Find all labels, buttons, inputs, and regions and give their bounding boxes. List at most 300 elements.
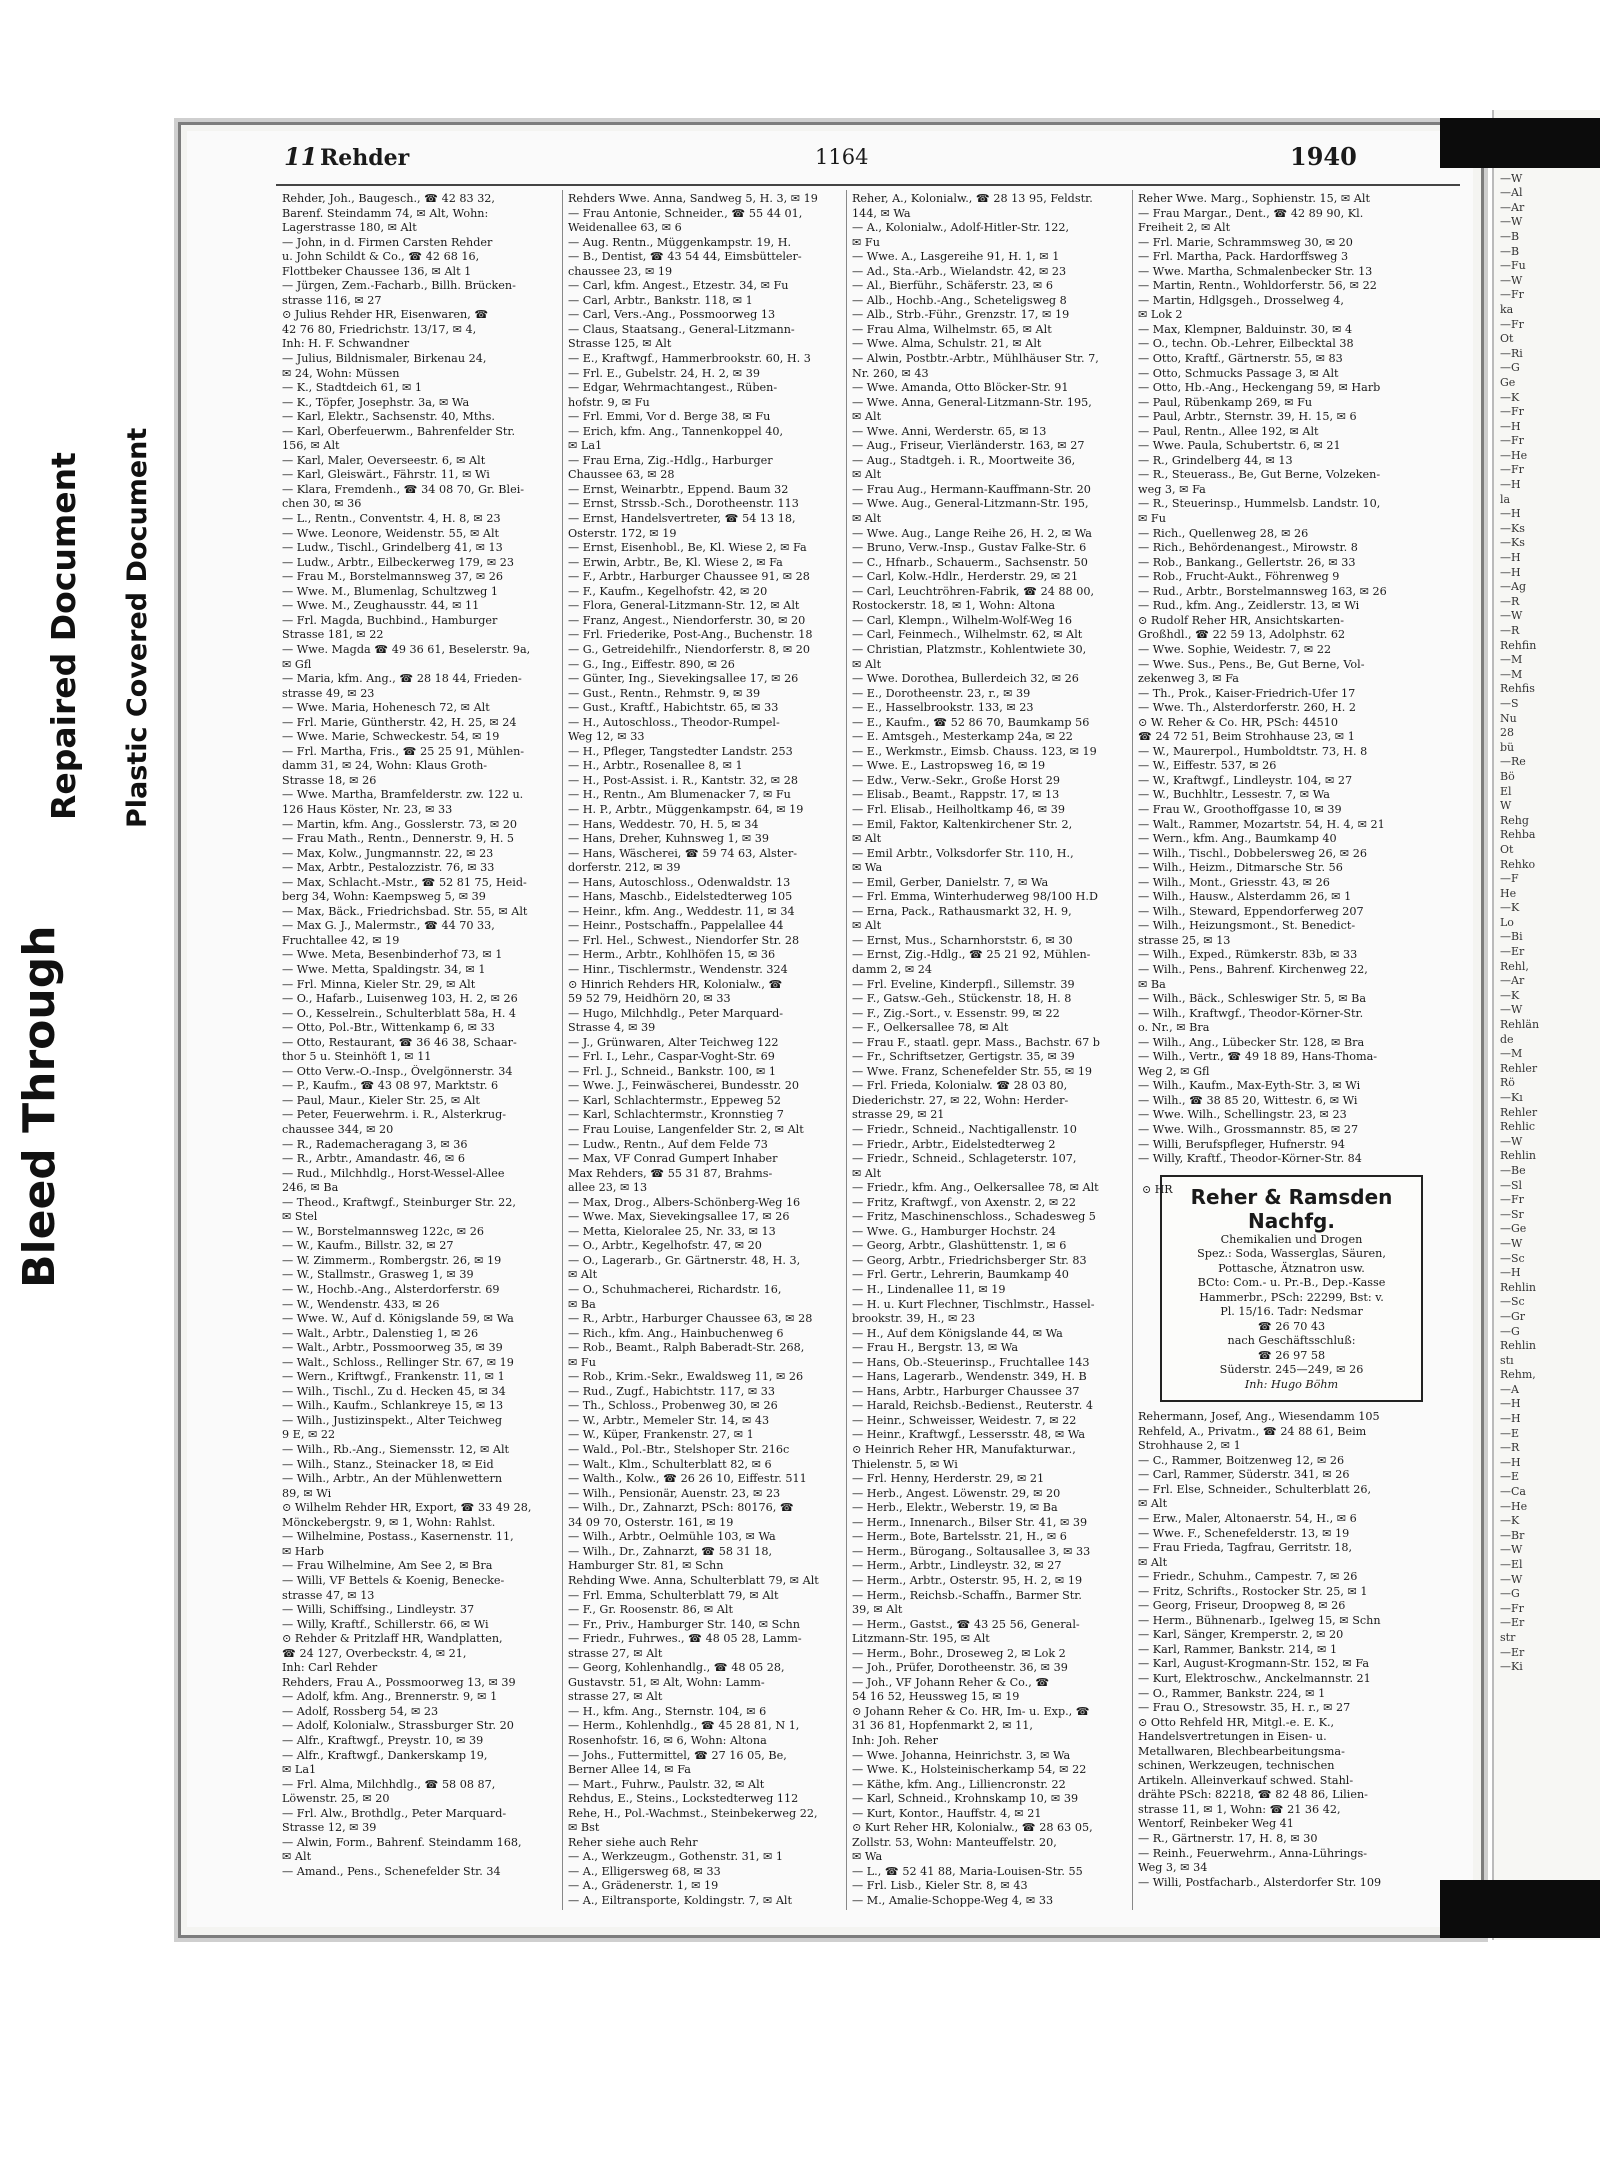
facing-page-line: —E	[1500, 1470, 1520, 1484]
directory-entry: ⊙ Wilhelm Rehder HR, Export, ☎ 33 49 28,	[282, 1501, 532, 1515]
directory-entry: — Ernst, Zig.-Hdlg., ☎ 25 21 92, Mühlen-	[852, 948, 1091, 962]
directory-entry: — R., Gärtnerstr. 17, H. 8, ✉ 30	[1138, 1832, 1318, 1845]
directory-entry: — Wilh., Heizm., Ditmarsche Str. 56	[1138, 861, 1343, 875]
facing-page-line: —Er	[1500, 945, 1525, 959]
directory-entry: — Gust., Rentn., Rehmstr. 9, ✉ 39	[568, 686, 761, 700]
directory-column-3	[852, 192, 1143, 1909]
facing-page-line: —Sl	[1500, 1178, 1523, 1192]
directory-entry: — W. Zimmerm., Rombergstr. 26, ✉ 19	[282, 1253, 502, 1267]
directory-entry: Reher Wwe. Marg., Sophienstr. 15, ✉ Alt	[1138, 192, 1370, 205]
directory-entry: zekenweg 3, ✉ Fa	[1138, 672, 1239, 686]
directory-entry: — Walt., Schloss., Rellinger Str. 67, ✉ 19	[282, 1355, 514, 1369]
directory-entry: ⊙ Hinrich Rehders HR, Kolonialw., ☎	[568, 977, 783, 991]
directory-entry: — Wwe. K., Holsteinischerkamp 54, ✉ 22	[852, 1763, 1087, 1777]
directory-entry: Reher siehe auch Rehr	[568, 1835, 698, 1849]
directory-entry: — Wilh., Tischl., Zu d. Hecken 45, ✉ 34	[282, 1384, 506, 1398]
directory-entry: — Herm., Bürogang., Soltausallee 3, ✉ 33	[852, 1544, 1091, 1558]
directory-entry: ⊙ Johann Reher & Co. HR, Im- u. Exp., ☎	[852, 1704, 1090, 1718]
directory-entry: — Adolf, Kolonialw., Strassburger Str. 20	[282, 1719, 514, 1733]
directory-entry: drähte PSch: 82218, ☎ 82 48 86, Lilien-	[1138, 1788, 1368, 1802]
directory-entry: — Frau Erna, Zig.-Hdlg., Harburger	[568, 453, 773, 467]
directory-entry: — Wwe. W., Auf d. Königslande 59, ✉ Wa	[282, 1312, 514, 1326]
directory-entry: — Joh., Prüfer, Dorotheenstr. 36, ✉ 39	[852, 1661, 1068, 1675]
directory-entry: — Martin, Rentn., Wohldorferstr. 56, ✉ 22	[1138, 279, 1377, 293]
directory-entry: — Rud., Arbtr., Borstelmannsweg 163, ✉ 26	[1138, 584, 1387, 598]
directory-entry: Hamburger Str. 81, ✉ Schn	[568, 1559, 724, 1573]
directory-entry: — Mart., Fuhrw., Paulstr. 32, ✉ Alt	[568, 1777, 765, 1791]
directory-entry: ☎ 24 72 51, Beim Strohhause 23, ✉ 1	[1138, 730, 1355, 744]
facing-page-line: —Fr	[1500, 288, 1524, 302]
directory-entry: Weg 12, ✉ 33	[568, 730, 645, 744]
directory-entry: Rehder, Joh., Baugesch., ☎ 42 83 32,	[282, 192, 495, 205]
directory-entry: — Aug., Friseur, Vierländerstr. 163, ✉ 27	[852, 439, 1085, 453]
directory-entry: ✉ Alt	[1138, 1555, 1168, 1569]
directory-entry: — Heinr., Postschaffn., Pappelallee 44	[568, 919, 784, 933]
facing-page-line: Rehko	[1500, 857, 1536, 871]
directory-entry: — G., Getreidehilfr., Niendorferstr. 8, ✉ 20	[568, 642, 811, 656]
directory-entry: — Frl. Martha, Fris., ☎ 25 25 91, Mühlen-	[282, 744, 525, 758]
ad-line: ☎ 26 70 43	[1257, 1319, 1326, 1333]
directory-entry: — Wilh., Tischl., Dobbelersweg 26, ✉ 26	[1138, 846, 1367, 860]
facing-page-line: —Ca	[1500, 1485, 1526, 1499]
directory-entry: — Edgar, Wehrmachtangest., Rüben-	[568, 381, 778, 395]
directory-entry: — Friedr., Schneid., Schlageterstr. 107,	[852, 1152, 1077, 1166]
directory-entry: — Wilh., Kaufm., Schlankreye 15, ✉ 13	[282, 1399, 504, 1413]
plastic-covered-label: Plastic Covered Document	[122, 427, 153, 828]
facing-page-line: —W	[1500, 171, 1523, 185]
directory-entry: ⊙ Otto Rehfeld HR, Mitgl.-e. E. K.,	[1138, 1715, 1335, 1729]
directory-entry: — Frl. Martha, Pack. Hardorffsweg 3	[1138, 250, 1349, 264]
directory-entry: u. John Schildt & Co., ☎ 42 68 16,	[282, 250, 480, 264]
directory-entry: Strohhause 2, ✉ 1	[1138, 1439, 1241, 1453]
facing-page-line: —Ks	[1500, 521, 1525, 535]
directory-entry: Rehders, Frau A., Possmoorweg 13, ✉ 39	[282, 1675, 516, 1689]
directory-entry: — Wilh., ☎ 38 85 20, Wittestr. 6, ✉ Wi	[1138, 1093, 1358, 1107]
directory-entry: — Georg, Arbtr., Friedrichsberger Str. 83	[852, 1253, 1087, 1267]
directory-entry: — Frl. Else, Schneider., Schulterblatt 26,	[1138, 1482, 1372, 1496]
binding-shadow-bottom	[1440, 1880, 1600, 1938]
facing-page-line: —Re	[1500, 755, 1526, 769]
facing-page-line: —He	[1500, 448, 1528, 462]
directory-entry: — L., Rentn., Conventstr. 4, H. 8, ✉ 23	[282, 512, 501, 526]
directory-entry: — Ernst, Eisenhobl., Be, Kl. Wiese 2, ✉ Fa	[568, 541, 807, 555]
directory-entry: — Frau M., Borstelmannsweg 37, ✉ 26	[282, 570, 504, 584]
directory-entry: — Carl, Klempn., Wilhelm-Wolf-Weg 16	[852, 613, 1072, 627]
directory-entry: — Frl. Emma, Winterhuderweg 98/100 H.D	[852, 890, 1098, 904]
facing-page-line: —Sr	[1500, 1207, 1524, 1221]
directory-entry: — Frau Louise, Langenfelder Str. 2, ✉ Alt	[568, 1123, 804, 1136]
directory-entry: — R., Steuerinsp., Hummelsb. Landstr. 10,	[1138, 497, 1381, 511]
facing-page-line: —Be	[1500, 1163, 1526, 1177]
directory-entry: — Aug. Rentn., Müggenkampstr. 19, H.	[568, 235, 792, 249]
ad-line: BCto: Com.- u. Pr.-B., Dep.-Kasse	[1197, 1276, 1386, 1290]
directory-entry: — Karl, Oberfeuerwm., Bahrenfelder Str.	[282, 424, 516, 438]
directory-entry: — Wwe. Johanna, Heinrichstr. 3, ✉ Wa	[852, 1748, 1071, 1762]
directory-entry: — Wilh., Arbtr., An der Mühlenwettern	[282, 1472, 503, 1486]
directory-entry: — Emil Arbtr., Volksdorfer Str. 110, H.,	[852, 846, 1074, 860]
directory-entry: — C., Hfnarb., Schauerm., Sachsenstr. 50	[852, 555, 1088, 569]
directory-entry: Fruchtallee 42, ✉ 19	[282, 933, 400, 947]
directory-entry: — Frl. I., Lehr., Caspar-Voght-Str. 69	[568, 1050, 775, 1064]
directory-entry: — F., Arbtr., Harburger Chaussee 91, ✉ 28	[568, 570, 810, 584]
directory-entry: — Georg, Kohlenhandlg., ☎ 48 05 28,	[568, 1661, 785, 1675]
directory-entry: Großhdl., ☎ 22 59 13, Adolphstr. 62	[1138, 628, 1346, 642]
directory-entry: — E., Dorotheenstr. 23, r., ✉ 39	[852, 686, 1031, 700]
directory-entry: damm 31, ✉ 24, Wohn: Klaus Groth-	[282, 759, 488, 773]
facing-page-line: —H	[1500, 551, 1521, 565]
directory-entry: — Frl. Emma, Schulterblatt 79, ✉ Alt	[568, 1588, 779, 1602]
directory-entry: — Wwe. Metta, Spaldingstr. 34, ✉ 1	[282, 962, 486, 976]
directory-entry: — W., Kraftwgf., Lindleystr. 104, ✉ 27	[1138, 773, 1353, 787]
directory-entry: — F., Zig.-Sort., v. Essenstr. 99, ✉ 22	[852, 1006, 1060, 1020]
directory-entry: Nr. 260, ✉ 43	[852, 366, 929, 380]
directory-entry: — Johs., Futtermittel, ☎ 27 16 05, Be,	[568, 1748, 787, 1762]
directory-entry: — Wilh., Steward, Eppendorferweg 207	[1138, 904, 1364, 918]
facing-page-line: Rehler	[1500, 1061, 1538, 1075]
directory-entry: ✉ Fu	[1138, 512, 1166, 526]
directory-entry: — A., Elligersweg 68, ✉ 33	[568, 1864, 721, 1878]
facing-page-line: —Fr	[1500, 463, 1524, 477]
directory-entry: — A., Eiltransporte, Koldingstr. 7, ✉ Alt	[568, 1893, 793, 1907]
facing-page-line: W	[1500, 799, 1512, 813]
directory-entry: — Wwe. Anna, General-Litzmann-Str. 195,	[852, 395, 1092, 409]
directory-entry: — Wwe. F., Schenefelderstr. 13, ✉ 19	[1138, 1526, 1350, 1540]
directory-entry: — John, in d. Firmen Carsten Rehder	[282, 235, 493, 249]
facing-page-edge	[1492, 110, 1600, 1940]
directory-entry: — Frl. J., Schneid., Bankstr. 100, ✉ 1	[568, 1064, 777, 1078]
ad-line: Süderstr. 245—249, ✉ 26	[1219, 1363, 1364, 1377]
facing-page-line: Rö	[1500, 1076, 1515, 1090]
directory-entry: — Rob., Bankang., Gellertstr. 26, ✉ 33	[1138, 555, 1356, 569]
facing-page-line: —M	[1500, 653, 1523, 667]
directory-entry: ✉ Ba	[1138, 977, 1166, 991]
directory-entry: ✉ 24, Wohn: Müssen	[282, 366, 400, 380]
facing-page-line: —W	[1500, 1003, 1523, 1017]
facing-page-line: Rehler	[1500, 1105, 1538, 1119]
directory-entry: Strasse 125, ✉ Alt	[568, 337, 672, 351]
directory-entry: ✉ Bst	[568, 1821, 600, 1835]
directory-entry: — Karl, Schlachtermstr., Kronnstieg 7	[568, 1108, 784, 1122]
directory-entry: — Wilh., Vertr., ☎ 49 18 89, Hans-Thoma-	[1138, 1050, 1378, 1064]
directory-entry: — R., Rademacheragang 3, ✉ 36	[282, 1137, 468, 1151]
directory-entry: strasse 49, ✉ 23	[282, 686, 375, 700]
directory-entry: — Wilh., Rb.-Ang., Siemensstr. 12, ✉ Alt	[282, 1443, 510, 1457]
directory-entry: ✉ Fu	[568, 1355, 596, 1369]
directory-entry: — Frl. Frieda, Kolonialw. ☎ 28 03 80,	[852, 1079, 1068, 1093]
facing-page-line: —G	[1500, 1324, 1520, 1338]
directory-entry: — W., Arbtr., Memeler Str. 14, ✉ 43	[568, 1413, 770, 1427]
running-head-name: Rehder	[320, 145, 410, 171]
directory-entry: — Karl, Maler, Oeverseestr. 6, ✉ Alt	[282, 453, 486, 467]
directory-entry: — Th., Prok., Kaiser-Friedrich-Ufer 17	[1138, 686, 1356, 700]
directory-entry: — Fr., Schriftsetzer, Gertigstr. 35, ✉ 39	[852, 1050, 1075, 1064]
directory-entry: — Rud., kfm. Ang., Zeidlerstr. 13, ✉ Wi	[1138, 599, 1360, 613]
directory-entry: — Frau Antonie, Schneider., ☎ 55 44 01,	[568, 206, 803, 220]
directory-entry: — Emil, Faktor, Kaltenkirchener Str. 2,	[852, 817, 1073, 831]
directory-entry: 39, ✉ Alt	[852, 1603, 903, 1617]
directory-entry: — Wwe. Franz, Schenefelder Str. 55, ✉ 19	[852, 1064, 1093, 1078]
directory-entry: — Otto, Hb.-Ang., Heckengang 59, ✉ Harb	[1138, 381, 1381, 395]
facing-page-line: —K	[1500, 1514, 1520, 1528]
facing-page-line: —Al	[1500, 186, 1523, 200]
facing-page-line: —Fr	[1500, 1601, 1524, 1615]
directory-entry: — Georg, Arbtr., Glashüttenstr. 1, ✉ 6	[852, 1239, 1067, 1253]
directory-entry: — Alb., Strb.-Führ., Grenzstr. 17, ✉ 19	[852, 308, 1070, 322]
directory-entry: Rosenhofstr. 16, ✉ 6, Wohn: Altona	[568, 1733, 767, 1747]
directory-entry: — Hans, Autoschloss., Odenwaldstr. 13	[568, 875, 791, 889]
directory-entry: — Frl. Emmi, Vor d. Berge 38, ✉ Fu	[568, 410, 771, 424]
directory-entry: — H. u. Kurt Flechner, Tischlmstr., Hassel-	[852, 1297, 1095, 1311]
directory-entry: — Friedr., Arbtr., Eidelstedterweg 2	[852, 1137, 1056, 1151]
directory-entry: ☎ 24 127, Overbeckstr. 4, ✉ 21,	[282, 1646, 467, 1660]
directory-entry: ✉ Ba	[568, 1297, 596, 1311]
directory-entry: — Käthe, kfm. Ang., Lilliencronstr. 22	[852, 1777, 1066, 1791]
directory-entry: Artikeln. Alleinverkauf schwed. Stahl-	[1138, 1773, 1354, 1787]
directory-entry: 144, ✉ Wa	[852, 206, 911, 220]
directory-entry: Rehding Wwe. Anna, Schulterblatt 79, ✉ Alt	[568, 1573, 819, 1587]
directory-entry: — Kurt, Kontor., Hauffstr. 4, ✉ 21	[852, 1806, 1042, 1820]
facing-page-line: stı	[1500, 1353, 1514, 1367]
directory-column-1	[282, 192, 573, 1879]
directory-entry: — Friedr., kfm. Ang., Oelkersallee 78, ✉ Alt	[852, 1181, 1099, 1195]
directory-entry: — W., Kaufm., Billstr. 32, ✉ 27	[282, 1239, 454, 1253]
column-4-entries-before-ad	[1138, 192, 1429, 1167]
directory-entry: — Herm., Gastst., ☎ 43 25 56, General-	[852, 1617, 1080, 1631]
directory-entry: — Alfr., Kraftwgf., Preystr. 10, ✉ 39	[282, 1733, 484, 1747]
directory-entry: strasse 27, ✉ Alt	[568, 1646, 663, 1660]
directory-entry: — Herm., Bote, Bartelsstr. 21, H., ✉ 6	[852, 1530, 1067, 1544]
directory-entry: — Fritz, Maschinenschloss., Schadesweg 5	[852, 1210, 1096, 1224]
facing-page-line: Ot	[1500, 332, 1514, 346]
directory-entry: — Joh., VF Johann Reher & Co., ☎	[852, 1675, 1050, 1689]
directory-entry: ✉ Alt	[1138, 1497, 1168, 1511]
directory-entry: — H., Auf dem Königslande 44, ✉ Wa	[852, 1326, 1063, 1340]
facing-page-line: He	[1500, 886, 1517, 900]
directory-entry: 9 E, ✉ 22	[282, 1428, 336, 1442]
ad-body	[1168, 1233, 1415, 1378]
directory-entry: — F., Kaufm., Kegelhofstr. 42, ✉ 20	[568, 584, 768, 598]
directory-entry: weg 3, ✉ Fa	[1138, 482, 1206, 496]
facing-page-line: Rehlin	[1500, 1280, 1536, 1294]
directory-entry: — Wwe. Aug., Lange Reihe 26, H. 2, ✉ Wa	[852, 526, 1092, 540]
directory-entry: — Wilh., Justizinspekt., Alter Teichweg	[282, 1413, 503, 1427]
directory-entry: — Frau Aug., Hermann-Kauffmann-Str. 20	[852, 482, 1091, 496]
directory-entry: damm 2, ✉ 24	[852, 962, 933, 976]
directory-entry: Rehders Wwe. Anna, Sandweg 5, H. 3, ✉ 19	[568, 192, 818, 205]
directory-entry: — Al., Bierführ., Schäferstr. 23, ✉ 6	[852, 279, 1053, 293]
directory-entry: — Edw., Verw.-Sekr., Große Horst 29	[852, 773, 1060, 787]
directory-entry: Diederichstr. 27, ✉ 22, Wohn: Herder-	[852, 1093, 1069, 1107]
directory-entry: — Wwe. Leonore, Weidenstr. 55, ✉ Alt	[282, 526, 500, 540]
directory-entry: — Wilh., Arbtr., Oelmühle 103, ✉ Wa	[568, 1530, 776, 1544]
directory-entry: — Max, Drog., Albers-Schönberg-Weg 16	[568, 1195, 801, 1209]
directory-entry: — Heinr., Kraftwgf., Lessersstr. 48, ✉ Wa	[852, 1428, 1086, 1442]
directory-entry: — Otto, Kraftf., Gärtnerstr. 55, ✉ 83	[1138, 352, 1343, 366]
directory-entry: chaussee 23, ✉ 19	[568, 264, 673, 278]
directory-entry: — K., Stadtdeich 61, ✉ 1	[282, 381, 423, 395]
directory-entry: — C., Rammer, Boitzenweg 12, ✉ 26	[1138, 1453, 1345, 1467]
directory-entry: — Wwe. Amanda, Otto Blöcker-Str. 91	[852, 381, 1069, 395]
directory-entry: — Wilh., Kaufm., Max-Eyth-Str. 3, ✉ Wi	[1138, 1079, 1361, 1093]
facing-page-line: Rehm,	[1500, 1368, 1536, 1382]
directory-entry: 89, ✉ Wi	[282, 1486, 332, 1500]
facing-page-line: Bö	[1500, 769, 1515, 783]
directory-entry: — Wilh., Exped., Rümkerstr. 83b, ✉ 33	[1138, 948, 1358, 962]
directory-entry: Weidenallee 63, ✉ 6	[568, 221, 682, 235]
ad-line: nach Geschäftsschluß:	[1227, 1334, 1356, 1348]
directory-entry: — Georg, Friseur, Droopweg 8, ✉ 26	[1138, 1599, 1346, 1613]
facing-page-line: —Fr	[1500, 1193, 1524, 1207]
directory-entry: — Reinh., Feuerwehrm., Anna-Lührings-	[1138, 1846, 1368, 1860]
directory-entry: ✉ Fu	[852, 235, 880, 249]
directory-entry: thor 5 u. Steinhöft 1, ✉ 11	[282, 1050, 432, 1064]
directory-entry: hofstr. 9, ✉ Fu	[568, 395, 650, 409]
directory-entry: — W., Buchhltr., Lessestr. 7, ✉ Wa	[1138, 788, 1330, 802]
directory-entry: — Martin, kfm. Ang., Gosslerstr. 73, ✉ 20	[282, 817, 518, 831]
directory-entry: strasse 25, ✉ 13	[1138, 933, 1231, 947]
directory-entry: — Walt., Rammer, Mozartstr. 54, H. 4, ✉ 21	[1138, 817, 1385, 831]
directory-entry: — Herm., Reichsb.-Schaffn., Barmer Str.	[852, 1588, 1082, 1602]
directory-entry: — Hans, Dreher, Kuhnsweg 1, ✉ 39	[568, 832, 770, 846]
directory-entry: — A., Grädenerstr. 1, ✉ 19	[568, 1879, 719, 1893]
directory-entry: — Karl, Gleiswärt., Fährstr. 11, ✉ Wi	[282, 468, 490, 482]
ad-line: ☎ 26 97 58	[1257, 1348, 1326, 1362]
directory-entry: Freiheit 2, ✉ Alt	[1138, 221, 1231, 235]
directory-column-4	[1138, 192, 1429, 1890]
directory-entry: — Theod., Kraftwgf., Steinburger Str. 22,	[282, 1195, 516, 1209]
directory-entry: — Frl. Henny, Herderstr. 29, ✉ 21	[852, 1472, 1045, 1486]
directory-entry: — Ernst, Mus., Scharnhorststr. 6, ✉ 30	[852, 933, 1073, 947]
directory-entry: ⊙ Julius Rehder HR, Eisenwaren, ☎	[282, 308, 489, 322]
directory-entry: Thielenstr. 5, ✉ Wi	[852, 1457, 958, 1471]
facing-page-line: —H	[1500, 478, 1521, 492]
bleed-through-label: Bleed Through	[14, 925, 65, 1288]
directory-entry: Weg 3, ✉ 34	[1138, 1861, 1208, 1875]
ad-line: Pl. 15/16. Tadr: Nedsmar	[1220, 1305, 1363, 1319]
directory-entry: — Karl, August-Krogmann-Str. 152, ✉ Fa	[1138, 1657, 1370, 1671]
directory-entry: — Rob., Beamt., Ralph Baberadt-Str. 268,	[568, 1341, 805, 1355]
directory-entry: — Carl, Arbtr., Bankstr. 118, ✉ 1	[568, 293, 753, 307]
directory-entry: allee 23, ✉ 13	[568, 1181, 648, 1195]
facing-page-line: —R	[1500, 594, 1520, 608]
directory-entry: — Peter, Feuerwehrm. i. R., Alsterkrug-	[282, 1108, 507, 1122]
directory-entry: Strasse 181, ✉ 22	[282, 628, 384, 642]
directory-entry: Rostockerstr. 18, ✉ 1, Wohn: Altona	[852, 599, 1056, 613]
directory-entry: — Wilh., Pens., Bahrenf. Kirchenweg 22,	[1138, 962, 1368, 976]
directory-entry: — Hans, Maschb., Eidelstedterweg 105	[568, 890, 793, 904]
directory-entry: — Herm., Kohlenhdlg., ☎ 45 28 81, N 1,	[568, 1719, 800, 1733]
directory-entry: — Frl. Marie, Güntherstr. 42, H. 25, ✉ 24	[282, 715, 517, 729]
facing-page-line: Rehba	[1500, 828, 1536, 842]
directory-entry: — Elisab., Beamt., Rappstr. 17, ✉ 13	[852, 788, 1060, 802]
directory-entry: — Wern., Kriftwgf., Frankenstr. 11, ✉ 1	[282, 1370, 505, 1384]
directory-entry: — Wwe. G., Hamburger Hochstr. 24	[852, 1224, 1056, 1238]
ad-line: Spez.: Soda, Wasserglas, Säuren,	[1197, 1247, 1386, 1261]
ad-line: Chemikalien und Drogen	[1220, 1232, 1363, 1246]
directory-entry: — Ad., Sta.-Arb., Wielandstr. 42, ✉ 23	[852, 264, 1067, 278]
directory-entry: ✉ La1	[282, 1763, 317, 1777]
facing-page-line: —Sc	[1500, 1295, 1525, 1309]
facing-page-line: —M	[1500, 667, 1523, 681]
facing-page-line: —Br	[1500, 1528, 1525, 1542]
directory-entry: — H., Autoschloss., Theodor-Rumpel-	[568, 715, 780, 729]
directory-entry: ⊙ Kurt Reher HR, Kolonialw., ☎ 28 63 05,	[852, 1821, 1093, 1835]
directory-entry: — Flora, General-Litzmann-Str. 12, ✉ Alt	[568, 599, 800, 613]
directory-entry: — Claus, Staatsang., General-Litzmann-	[568, 322, 795, 336]
facing-page-line: —Ge	[1500, 1222, 1527, 1236]
directory-entry: — Wilh., Bäck., Schleswiger Str. 5, ✉ Ba	[1138, 992, 1367, 1006]
ad-mark: ⊙ HR	[1142, 1182, 1173, 1196]
directory-entry: — Erich, kfm. Ang., Tannenkoppel 40,	[568, 424, 784, 438]
directory-entry: — H., Arbtr., Rosenallee 8, ✉ 1	[568, 759, 743, 773]
facing-page-line: —Ar	[1500, 200, 1525, 214]
directory-entry: — O., Kesselrein., Schulterblatt 58a, H. 4	[282, 1006, 517, 1020]
facing-page-line: —Kı	[1500, 1091, 1523, 1104]
facing-page-line: —Er	[1500, 1616, 1525, 1630]
directory-entry: ✉ Alt	[852, 468, 882, 482]
facing-page-line: Rehg	[1500, 813, 1529, 827]
facing-page-line: —B	[1500, 244, 1520, 258]
directory-entry: — W., Hochb.-Ang., Alsterdorferstr. 69	[282, 1283, 500, 1297]
facing-page-line: —M	[1500, 1047, 1523, 1061]
directory-entry: 54 16 52, Heussweg 15, ✉ 19	[852, 1690, 1020, 1704]
directory-entry: — Alfr., Kraftwgf., Dankerskamp 19,	[282, 1748, 488, 1762]
directory-entry: Rehdus, E., Steins., Lockstedterweg 112	[568, 1792, 799, 1806]
directory-entry: — Herm., Arbtr., Osterstr. 95, H. 2, ✉ 19	[852, 1573, 1083, 1587]
directory-entry: — Wwe. Magda ☎ 49 36 61, Beselerstr. 9a,	[282, 642, 531, 656]
directory-entry: — R., Grindelberg 44, ✉ 13	[1138, 453, 1293, 467]
directory-entry: — Wilh., Dr., Zahnarzt, PSch: 80176, ☎	[568, 1501, 794, 1515]
section-number: 11	[284, 142, 318, 171]
directory-entry: — Wwe. Anni, Werderstr. 65, ✉ 13	[852, 424, 1047, 438]
directory-entry: — Heinr., Schweisser, Weidestr. 7, ✉ 22	[852, 1413, 1077, 1427]
repaired-document-label: Repaired Document	[44, 452, 83, 820]
facing-page-line: —H	[1500, 507, 1521, 521]
directory-entry: strasse 27, ✉ Alt	[568, 1690, 663, 1704]
directory-entry: — O., Hafarb., Luisenweg 103, H. 2, ✉ 26	[282, 992, 518, 1006]
directory-entry: — Friedr., Schuhm., Campestr. 7, ✉ 26	[1138, 1570, 1358, 1584]
directory-entry: — Maria, kfm. Ang., ☎ 28 18 44, Frieden-	[282, 672, 522, 686]
directory-entry: — Ernst, Weinarbtr., Eppend. Baum 32	[568, 482, 789, 496]
directory-entry: — Carl, Vers.-Ang., Possmoorweg 13	[568, 308, 776, 322]
directory-entry: — R., Arbtr., Amandastr. 46, ✉ 6	[282, 1152, 465, 1166]
directory-entry: Strasse 18, ✉ 26	[282, 773, 377, 787]
facing-page-line: —H	[1500, 1455, 1521, 1469]
directory-entry: chaussee 344, ✉ 20	[282, 1123, 394, 1136]
directory-entry: — Willi, VF Bettels & Koenig, Benecke-	[282, 1573, 505, 1587]
directory-entry: ✉ Alt	[852, 410, 882, 424]
directory-entry: Metallwaren, Blechbearbeitungsma-	[1138, 1744, 1345, 1758]
directory-entry: Max Rehders, ☎ 55 31 87, Brahms-	[568, 1166, 773, 1180]
directory-entry: — Rob., Krim.-Sekr., Ewaldsweg 11, ✉ 26	[568, 1370, 804, 1384]
directory-entry: — H. P., Arbtr., Müggenkampstr. 64, ✉ 19	[568, 802, 804, 816]
directory-entry: Berner Allee 14, ✉ Fa	[568, 1763, 691, 1777]
facing-page-line: Rehlin	[1500, 1339, 1536, 1353]
directory-entry: — Frau Frieda, Tagfrau, Gerritstr. 18,	[1138, 1541, 1353, 1555]
directory-entry: — Hinr., Tischlermstr., Wendenstr. 324	[568, 962, 788, 976]
directory-entry: — W., Küper, Frankenstr. 27, ✉ 1	[568, 1428, 754, 1442]
directory-entry: Strasse 12, ✉ 39	[282, 1821, 377, 1835]
directory-entry: — Carl, kfm. Angest., Etzestr. 34, ✉ Fu	[568, 279, 789, 293]
directory-entry: — Carl, Rammer, Süderstr. 341, ✉ 26	[1138, 1468, 1350, 1482]
facing-page-line: de	[1500, 1032, 1514, 1046]
facing-page-line: Rehl,	[1500, 959, 1529, 973]
directory-entry: — Frl. Hel., Schwest., Niendorfer Str. 28	[568, 933, 800, 947]
directory-entry: — Wwe. Max, Sievekingsallee 17, ✉ 26	[568, 1210, 790, 1224]
directory-entry: Chaussee 63, ✉ 28	[568, 468, 675, 482]
directory-entry: Inh: Joh. Reher	[852, 1733, 938, 1747]
directory-entry: — Julius, Bildnismaler, Birkenau 24,	[282, 352, 487, 366]
